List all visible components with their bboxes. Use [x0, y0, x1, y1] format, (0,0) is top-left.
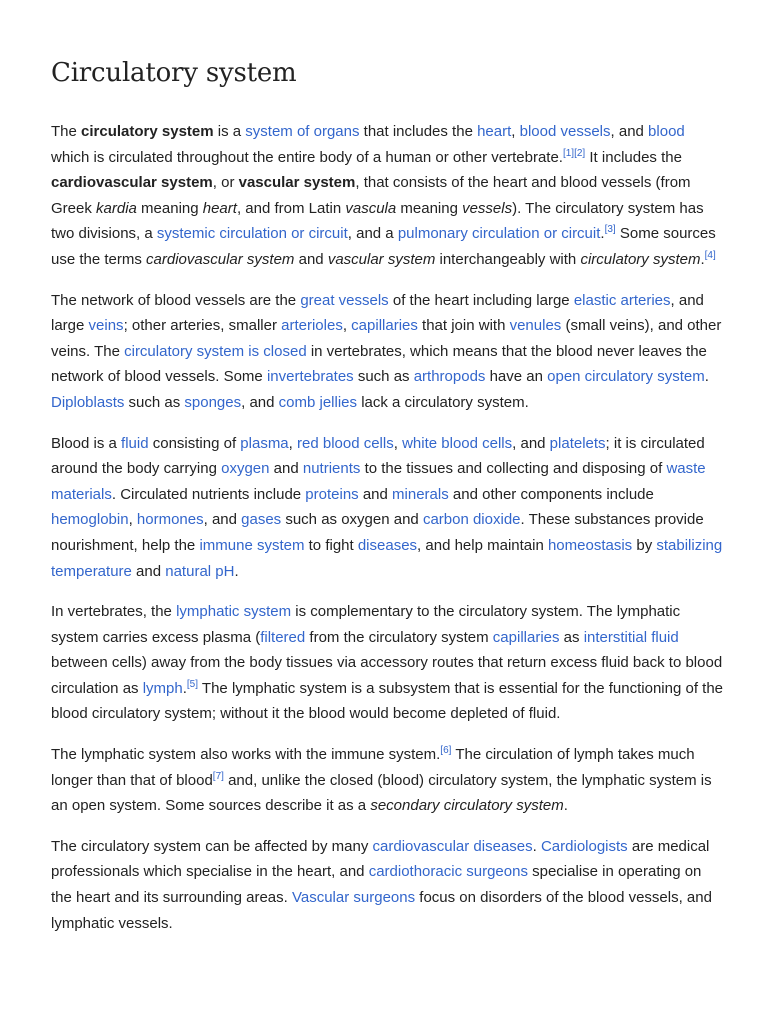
link-lymph[interactable]: lymph [142, 679, 183, 697]
link-nutrients[interactable]: nutrients [302, 460, 361, 478]
citation-link[interactable]: [3] [604, 224, 616, 236]
text-run: In vertebrates, the [51, 603, 177, 621]
text-run: , that consists of the heart and blood vessels (from Greek [51, 174, 691, 217]
text-run: , or [212, 174, 239, 192]
link-minerals[interactable]: minerals [392, 485, 449, 503]
link-venules[interactable]: venules [509, 317, 562, 335]
link-great-vessels[interactable]: great vessels [300, 291, 389, 309]
text-run: to the tissues and collecting and disposing of [360, 460, 667, 478]
paragraph-2 [51, 288, 723, 416]
link-immune-system[interactable]: immune system [199, 536, 305, 554]
text-run: and [269, 460, 303, 478]
text-run: meaning [396, 199, 463, 217]
link-gases[interactable]: gases [241, 511, 282, 529]
link-cardiothoracic-surgeons[interactable]: cardiothoracic surgeons [368, 863, 528, 881]
link-heart[interactable]: heart [477, 123, 512, 140]
citation-3[interactable] [605, 224, 616, 235]
article-body [51, 119, 723, 951]
link-white-blood-cells[interactable]: white blood cells [402, 434, 513, 452]
text-run: and [131, 562, 166, 580]
text-run: , [342, 317, 352, 335]
text-run: as [559, 628, 584, 646]
bold-term: vascular system [238, 174, 356, 192]
text-run: which is circulated throughout the entire body of a human or other vertebrate. [51, 148, 563, 166]
citation-1[interactable] [563, 148, 574, 159]
text-run: The circulatory system can be affected by many [51, 837, 373, 855]
paragraph-5 [51, 742, 723, 819]
link-open-circulatory-system[interactable]: open circulatory system [547, 368, 705, 386]
link-sponges[interactable]: sponges [184, 393, 242, 411]
text-run: . [532, 837, 541, 855]
text-run: , and help maintain [417, 536, 548, 554]
link-systemic-circulation[interactable]: systemic circulation or circuit [156, 225, 348, 243]
italic-term: vascular system [327, 250, 436, 268]
text-run: in vertebrates, which means that the blood never leaves the network of blood vessels. Some [51, 342, 707, 386]
italic-term: cardiovascular system [146, 250, 295, 268]
text-run: such as [124, 393, 185, 411]
text-run: meaning [136, 199, 203, 217]
bold-term: circulatory system [81, 123, 214, 140]
italic-term: kardia [96, 199, 137, 217]
italic-term: secondary circulatory system [370, 797, 564, 815]
text-run: The circulation of lymph takes much longer than that of blood [51, 746, 695, 789]
citation-link[interactable]: [5] [186, 678, 199, 690]
bold-term: cardiovascular system [51, 174, 213, 192]
text-run: that join with [417, 317, 510, 335]
paragraph-1 [51, 119, 723, 273]
text-run: . [600, 225, 605, 243]
text-run: between cells) away from the body tissues via accessory routes that return excess fluid back to blood circulation as [51, 654, 723, 697]
citation-link[interactable]: [4] [704, 249, 716, 261]
text-run: , [128, 511, 137, 529]
text-run: It includes the [585, 148, 682, 166]
link-comb-jellies[interactable]: comb jellies [278, 393, 358, 411]
link-plasma[interactable]: plasma [240, 434, 289, 452]
citation-2[interactable] [574, 148, 585, 159]
text-run: of the heart including large [388, 291, 574, 309]
italic-term: vascula [345, 199, 397, 217]
text-run: . Circulated nutrients include [111, 485, 306, 503]
text-run: , and [241, 393, 279, 411]
text-run: , and [610, 123, 649, 140]
text-run: such as [353, 368, 414, 386]
text-run: ; it is circulated around the body carrying [51, 434, 705, 478]
citation-4[interactable] [705, 250, 716, 261]
link-interstitial-fluid[interactable]: interstitial fluid [583, 628, 679, 646]
link-cardiovascular-diseases[interactable]: cardiovascular diseases [372, 837, 533, 855]
text-run: . [704, 368, 709, 386]
text-run: , [288, 434, 297, 452]
text-run: that includes the [359, 123, 478, 140]
text-run: and [294, 250, 328, 268]
italic-term: heart [202, 199, 237, 217]
text-run: lack a circulatory system. [357, 393, 529, 411]
citation-7[interactable] [213, 771, 224, 782]
link-vascular-surgeons[interactable]: Vascular surgeons [291, 889, 416, 907]
link-proteins[interactable]: proteins [305, 485, 359, 503]
link-hemoglobin[interactable]: hemoglobin [51, 511, 129, 529]
citation-5[interactable] [187, 679, 198, 690]
text-run: ; other arteries, smaller [123, 317, 282, 335]
text-run: from the circulatory system [305, 628, 493, 646]
text-run: consisting of [148, 434, 241, 452]
text-run: and [358, 485, 393, 503]
text-run: , and a [347, 225, 398, 243]
link-red-blood-cells[interactable]: red blood cells [297, 434, 394, 452]
link-diseases[interactable]: diseases [357, 536, 418, 554]
paragraph-6 [51, 834, 723, 936]
link-invertebrates[interactable]: invertebrates [266, 368, 354, 386]
text-run: by [632, 536, 657, 554]
citation-6[interactable] [440, 745, 451, 756]
citation-link[interactable]: [2] [574, 147, 586, 159]
text-run: The lymphatic system is a subsystem that is essential for the functioning of the blood circulatory system; without it the blood would become depleted of fluid. [51, 679, 724, 723]
link-lymphatic-system[interactable]: lymphatic system [176, 603, 292, 621]
text-run: , and large [51, 291, 704, 335]
citation-link[interactable]: [6] [440, 745, 452, 757]
text-run: . [563, 797, 568, 815]
italic-term: circulatory system [580, 250, 701, 268]
text-run: The [51, 123, 82, 140]
text-run: . [234, 562, 239, 580]
link-blood[interactable]: blood [648, 123, 685, 140]
link-stabilizing-temperature[interactable]: stabilizing temperature [51, 536, 723, 580]
text-run: specialise in operating on the heart and its surrounding areas. [51, 863, 702, 907]
text-run: interchangeably with [435, 250, 581, 268]
link-filtered[interactable]: filtered [260, 628, 306, 646]
text-run: such as oxygen and [281, 511, 423, 529]
citation-link[interactable]: [7] [212, 770, 224, 782]
text-run: , and [512, 434, 550, 452]
link-cardiologists[interactable]: Cardiologists [540, 837, 628, 855]
text-run: The network of blood vessels are the [51, 291, 301, 309]
text-run: focus on disorders of the blood vessels, and lymphatic vessels. [51, 889, 712, 932]
link-blood-vessels[interactable]: blood vessels [519, 123, 611, 140]
page-title: Circulatory system [51, 58, 297, 88]
link-homeostasis[interactable]: homeostasis [547, 536, 633, 554]
link-platelets[interactable]: platelets [549, 434, 606, 452]
link-capillaries[interactable]: capillaries [492, 628, 560, 646]
link-waste-materials[interactable]: waste materials [51, 460, 706, 503]
paragraph-4 [51, 599, 723, 727]
paragraph-3 [51, 431, 723, 585]
text-run: have an [485, 368, 548, 386]
text-run: . [700, 250, 705, 268]
link-carbon-dioxide[interactable]: carbon dioxide [422, 511, 521, 529]
link-natural-ph[interactable]: natural pH [165, 562, 235, 580]
text-run: ). The circulatory system has two divisions, a [51, 199, 704, 243]
link-oxygen[interactable]: oxygen [221, 460, 270, 478]
text-run: . [182, 679, 187, 697]
italic-term: vessels [462, 199, 513, 217]
link-fluid[interactable]: fluid [121, 434, 149, 452]
link-capillaries[interactable]: capillaries [351, 317, 418, 335]
text-run: is complementary to the circulatory system. The lymphatic system carries excess plasma ( [51, 603, 681, 646]
link-arthropods[interactable]: arthropods [413, 368, 486, 386]
link-closed-circulatory-system[interactable]: circulatory system is closed [124, 342, 307, 360]
text-run: The lymphatic system also works with the immune system. [51, 746, 441, 764]
text-run: is a [213, 123, 246, 140]
text-run: , and [203, 511, 242, 529]
text-run: , [393, 434, 403, 452]
citation-link[interactable]: [1] [562, 147, 575, 159]
link-elastic-arteries[interactable]: elastic arteries [573, 291, 671, 309]
text-run: Some sources use the terms [51, 225, 716, 268]
text-run: Blood is a [51, 434, 122, 452]
link-system-of-organs[interactable]: system of organs [245, 123, 360, 140]
link-pulmonary-circulation[interactable]: pulmonary circulation or circuit [397, 225, 601, 243]
text-run: . These substances provide nourishment, help the [51, 511, 704, 554]
link-diploblasts[interactable]: Diploblasts [51, 393, 125, 411]
text-run: , and from Latin [236, 199, 346, 217]
text-run: , [511, 123, 520, 140]
text-run: and, unlike the closed (blood) circulatory system, the lymphatic system is an open system. Some sources describe it as a [51, 771, 712, 815]
text-run: are medical professionals which specialise in the heart, and [51, 837, 710, 881]
link-veins[interactable]: veins [88, 317, 124, 335]
link-hormones[interactable]: hormones [136, 511, 204, 529]
link-arterioles[interactable]: arterioles [281, 317, 343, 335]
text-run: (small veins), and other veins. The [51, 317, 722, 360]
text-run: to fight [304, 536, 358, 554]
text-run: and other components include [448, 485, 654, 503]
